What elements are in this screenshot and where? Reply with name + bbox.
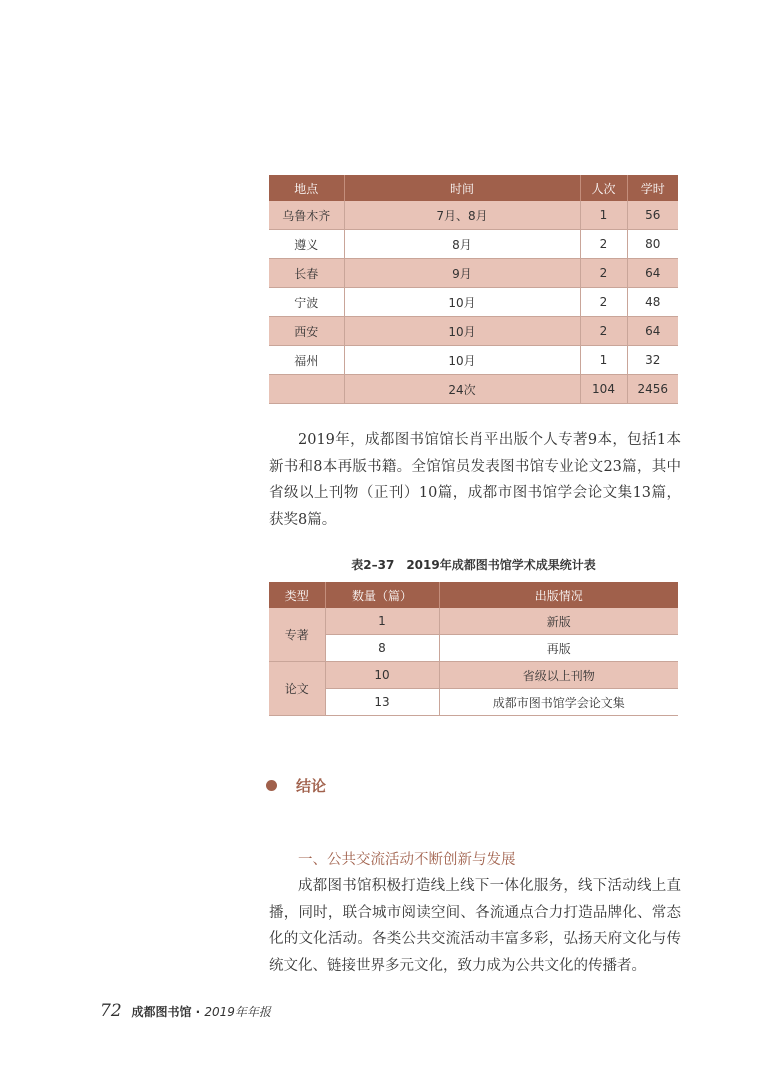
category-cell: 专著 (269, 608, 325, 662)
cell: 1 (325, 608, 439, 635)
header-time: 时间 (344, 175, 580, 201)
cell: 48 (627, 288, 678, 317)
subsection-title: 一、公共交流活动不断创新与发展 (298, 852, 516, 868)
cell: 24次 (344, 375, 580, 404)
table-row (269, 608, 678, 635)
header-type: 类型 (269, 582, 325, 608)
table-row (269, 662, 678, 689)
cell: 10月 (344, 346, 580, 375)
cell: 2 (580, 317, 627, 346)
cell: 再版 (439, 635, 678, 662)
table-row (269, 288, 678, 317)
cell: 10月 (344, 317, 580, 346)
header-location: 地点 (269, 175, 344, 201)
cell: 遵义 (269, 230, 344, 259)
section-title: 结论 (296, 777, 327, 795)
cell: 长春 (269, 259, 344, 288)
cell: 8月 (344, 230, 580, 259)
achievements-table (269, 582, 678, 716)
training-table (269, 175, 678, 404)
cell: 10月 (344, 288, 580, 317)
table-row (269, 317, 678, 346)
cell (269, 375, 344, 404)
cell: 8 (325, 635, 439, 662)
table-caption: 表2–37 2019年成都图书馆学术成果统计表 (351, 558, 596, 572)
cell: 1 (580, 201, 627, 230)
body-paragraph: 成都图书馆积极打造线上线下一体化服务，线下活动线上直播，同时，联合城市阅读空间、各流通点合力打造品牌化、常态化的文化活动。各类公共交流活动丰富多彩，弘扬天府文化与传统文化、链接世界多元文化，致力成为公共文化的传播者。 (269, 878, 681, 974)
cell: 32 (627, 346, 678, 375)
page-number: 72 (100, 1001, 122, 1021)
table-row (269, 230, 678, 259)
table-row (269, 689, 678, 716)
body-paragraph: 2019年，成都图书馆馆长肖平出版个人专著9本，包括1本新书和8本再版书籍。全馆馆员发表图书馆专业论文23篇，其中省级以上刊物（正刊）10篇，成都市图书馆学会论文集13篇，获奖8篇。 (269, 432, 681, 528)
cell: 新版 (439, 608, 678, 635)
header-hours: 学时 (627, 175, 678, 201)
cell: 64 (627, 259, 678, 288)
footer-year: 2019年年报 (204, 1005, 271, 1019)
table-row (269, 201, 678, 230)
cell: 2456 (627, 375, 678, 404)
header-publication: 出版情况 (439, 582, 678, 608)
cell: 2 (580, 230, 627, 259)
table-total-row (269, 375, 678, 404)
bullet-icon (266, 780, 277, 791)
cell: 省级以上刊物 (439, 662, 678, 689)
footer-title: 成都图书馆 · (131, 1005, 205, 1019)
table-header-row (269, 175, 678, 201)
cell: 宁波 (269, 288, 344, 317)
header-attendance: 人次 (580, 175, 627, 201)
cell: 56 (627, 201, 678, 230)
cell: 2 (580, 259, 627, 288)
cell: 13 (325, 689, 439, 716)
table-row (269, 346, 678, 375)
cell: 64 (627, 317, 678, 346)
cell: 9月 (344, 259, 580, 288)
header-count: 数量（篇） (325, 582, 439, 608)
category-cell: 论文 (269, 662, 325, 716)
table-row (269, 635, 678, 662)
cell: 1 (580, 346, 627, 375)
cell: 104 (580, 375, 627, 404)
cell: 7月、8月 (344, 201, 580, 230)
cell: 乌鲁木齐 (269, 201, 344, 230)
cell: 成都市图书馆学会论文集 (439, 689, 678, 716)
cell: 西安 (269, 317, 344, 346)
cell: 福州 (269, 346, 344, 375)
table-row (269, 259, 678, 288)
cell: 2 (580, 288, 627, 317)
page-footer (100, 1001, 271, 1021)
table-header-row (269, 582, 678, 608)
cell: 80 (627, 230, 678, 259)
cell: 10 (325, 662, 439, 689)
